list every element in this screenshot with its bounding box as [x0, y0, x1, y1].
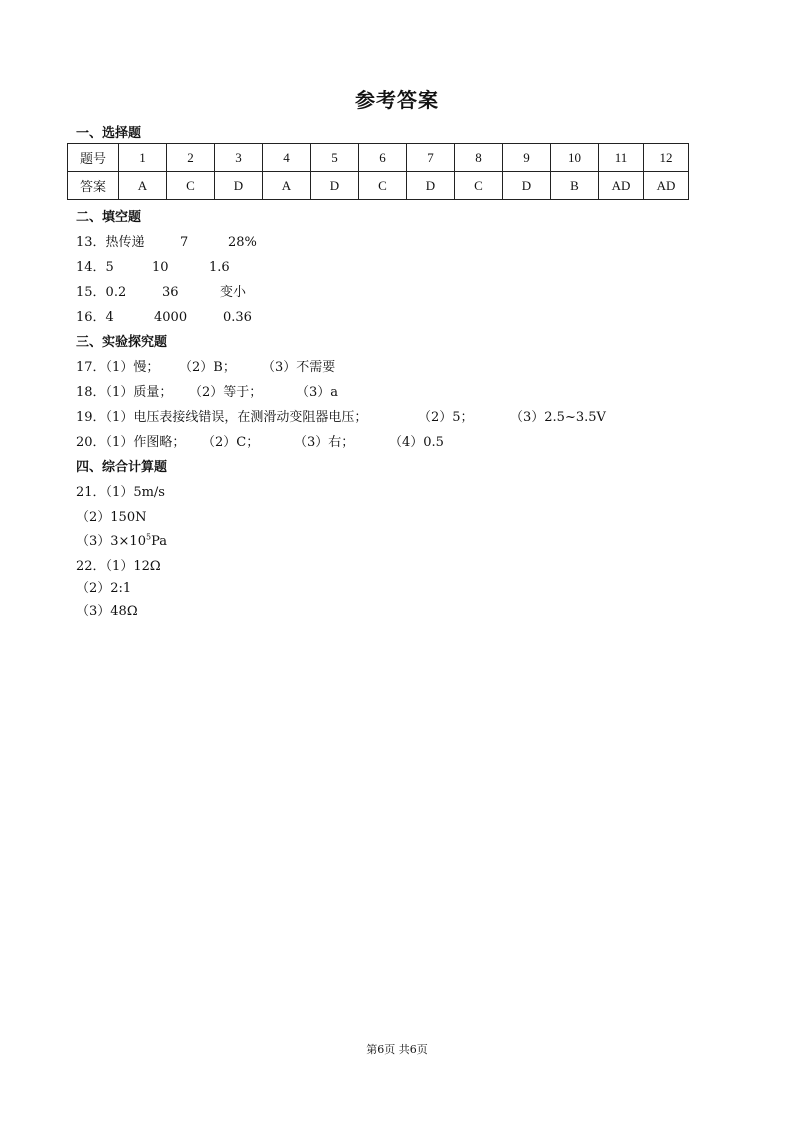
table-cell: AD — [644, 172, 689, 200]
answer-line-22-2: （2）2:1 — [76, 581, 132, 596]
table-cell: C — [359, 172, 407, 200]
answer-line-21-1: 21．（1）5m/s — [76, 485, 165, 500]
section-heading-calculation: 四、综合计算题 — [76, 460, 168, 475]
answer-part: 19．（1）电压表接线错误，在测滑动变阻器电压； — [76, 410, 368, 425]
page-title: 参考答案 — [355, 88, 439, 112]
table-cell: 4 — [263, 144, 311, 172]
answer-part: 0.36 — [223, 310, 252, 325]
table-cell: D — [407, 172, 455, 200]
section-heading-choice: 一、选择题 — [76, 126, 142, 141]
section-heading-experiment: 三、实验探究题 — [76, 335, 168, 350]
answer-line-18 — [76, 381, 338, 400]
answer-part: （4）0.5 — [389, 435, 444, 450]
table-row-numbers — [68, 144, 689, 172]
table-cell: AD — [599, 172, 644, 200]
answer-line-13 — [76, 231, 257, 250]
answer-part: （3）3×10 — [76, 534, 146, 549]
answer-line-22-3: （3）48Ω — [76, 604, 138, 619]
table-cell: 5 — [311, 144, 359, 172]
table-cell: 3 — [215, 144, 263, 172]
answer-part: 36 — [162, 285, 179, 300]
answer-table — [67, 143, 689, 200]
answer-line-15 — [76, 281, 246, 300]
answer-part: 16．4 — [76, 310, 114, 325]
table-cell: A — [119, 172, 167, 200]
row-label-answer: 答案 — [68, 172, 119, 200]
answer-part: 13．热传递 — [76, 235, 145, 250]
answer-part: （2）5； — [418, 410, 474, 425]
answer-part: 17．（1）慢； — [76, 360, 160, 375]
answer-part: 14．5 — [76, 260, 114, 275]
answer-part: 10 — [152, 260, 169, 275]
answer-line-21-2: （2）150N — [76, 510, 147, 525]
table-cell: 12 — [644, 144, 689, 172]
table-cell: 11 — [599, 144, 644, 172]
answer-part: 7 — [180, 235, 189, 250]
answer-part: （3）右； — [294, 435, 355, 450]
answer-line-16 — [76, 306, 252, 325]
answer-part: （2）等于； — [189, 385, 263, 400]
answer-part: 28% — [228, 235, 257, 250]
table-cell: D — [503, 172, 551, 200]
row-label-number: 题号 — [68, 144, 119, 172]
answer-part: （3）2.5~3.5V — [510, 410, 606, 425]
table-cell: B — [551, 172, 599, 200]
table-cell: 6 — [359, 144, 407, 172]
table-cell: 7 — [407, 144, 455, 172]
table-cell: C — [455, 172, 503, 200]
table-cell: 9 — [503, 144, 551, 172]
answer-line-21-3 — [76, 530, 167, 549]
answer-part: （3）a — [296, 385, 339, 400]
answer-part: （2）C； — [202, 435, 260, 450]
table-row-answers — [68, 172, 689, 200]
answer-part: （3）不需要 — [262, 360, 336, 375]
answer-part: 1.6 — [209, 260, 230, 275]
answer-part: 4000 — [154, 310, 188, 325]
answer-part: （2）B； — [179, 360, 236, 375]
table-cell: 10 — [551, 144, 599, 172]
table-cell: 8 — [455, 144, 503, 172]
answer-part: 变小 — [220, 285, 247, 300]
answer-part: 20．（1）作图略； — [76, 435, 186, 450]
answer-line-19 — [76, 406, 606, 425]
table-cell: D — [215, 172, 263, 200]
table-cell: 1 — [119, 144, 167, 172]
answer-line-22-1: 22．（1）12Ω — [76, 559, 161, 574]
answer-part: Pa — [151, 534, 167, 549]
page-footer: 第6页 共6页 — [366, 1043, 428, 1056]
exponent: 5 — [145, 532, 152, 542]
section-heading-fill: 二、填空题 — [76, 210, 142, 225]
table-cell: D — [311, 172, 359, 200]
answer-part: 15．0.2 — [76, 285, 127, 300]
answer-line-14 — [76, 256, 230, 275]
table-cell: A — [263, 172, 311, 200]
table-cell: 2 — [167, 144, 215, 172]
answer-line-17 — [76, 356, 335, 375]
answer-line-20 — [76, 431, 444, 450]
table-cell: C — [167, 172, 215, 200]
answer-part: 18．（1）质量； — [76, 385, 173, 400]
